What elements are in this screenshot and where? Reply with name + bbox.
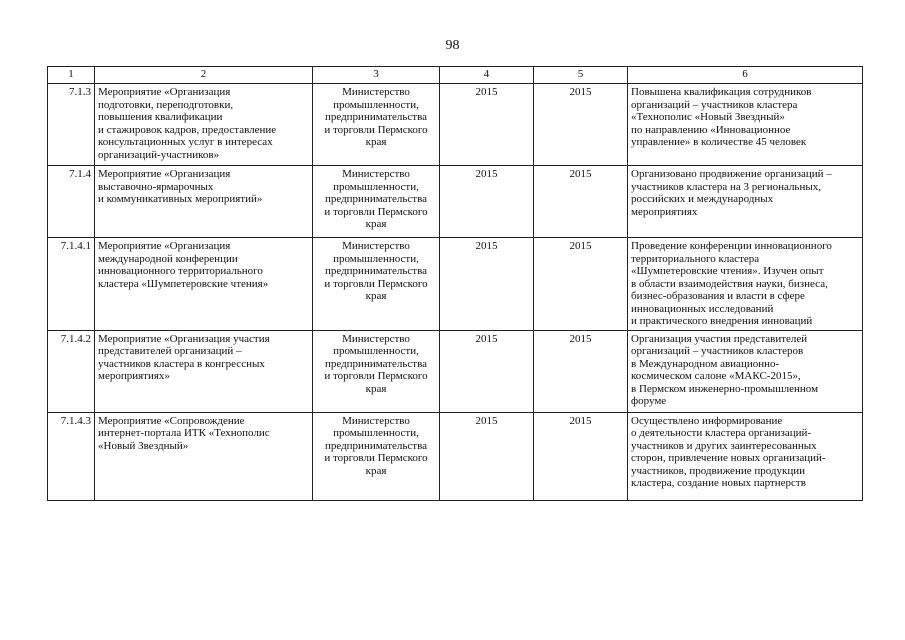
table-row <box>48 84 863 166</box>
row-number: 7.1.4 <box>48 166 95 238</box>
event-line: «Новый Звездный» <box>98 439 189 452</box>
event-line: инновационного территориального <box>98 265 263 277</box>
event-cell <box>95 330 313 412</box>
executor-line: края <box>365 136 387 148</box>
executor-line: Министерство <box>342 86 410 98</box>
result-line: «Технополис «Новый Звездный» <box>631 111 785 123</box>
executor-line: Министерство <box>342 332 410 345</box>
executor-cell <box>313 84 440 166</box>
result-line: участников, продвижение продукции <box>631 464 806 477</box>
end-year-cell: 2015 <box>534 166 628 238</box>
result-line: сторон, привлечение новых организаций- <box>631 452 826 464</box>
executor-cell <box>313 238 440 331</box>
executor-line: промышленности, <box>333 345 419 357</box>
result-line: в Международном авиационно- <box>631 357 780 370</box>
result-cell <box>628 84 863 166</box>
result-line: управление» в количестве 45 человек <box>631 136 807 148</box>
result-line: форуме <box>631 395 667 407</box>
event-line: организаций-участников» <box>98 148 220 161</box>
executor-line: предпринимательства <box>324 265 428 277</box>
row-number: 7.1.4.1 <box>48 238 95 331</box>
executor-line: края <box>365 218 387 230</box>
executor-cell <box>313 166 440 238</box>
result-line: участников кластера на 3 региональных, <box>631 180 821 193</box>
event-line: повышения квалификации <box>98 111 223 123</box>
event-line: и коммуникативных мероприятий» <box>98 193 263 205</box>
event-line: и стажировок кадров, предоставление <box>98 123 277 136</box>
result-line: по направлению «Инновационное <box>631 123 791 136</box>
row-number: 7.1.3 <box>48 84 95 166</box>
start-year-cell: 2015 <box>440 84 534 166</box>
table-row <box>48 330 863 412</box>
column-header-4: 4 <box>440 67 534 84</box>
start-year-cell: 2015 <box>440 166 534 238</box>
event-line: кластера «Шумпетеровские чтения» <box>98 277 269 290</box>
event-line: выставочно-ярмарочных <box>98 180 214 193</box>
event-line: интернет-портала ИТК «Технополис <box>98 427 270 439</box>
event-line: представителей организаций – <box>98 345 242 357</box>
end-year-cell: 2015 <box>534 412 628 500</box>
event-line: мероприятиях» <box>98 370 170 382</box>
executor-cell <box>313 330 440 412</box>
event-line: участников кластера в конгрессных <box>98 357 265 370</box>
result-line: инновационных исследований <box>631 302 774 315</box>
executor-cell <box>313 412 440 500</box>
result-line: Организация участия представителей <box>631 332 808 345</box>
executor-line: Министерство <box>342 240 410 252</box>
row-number: 7.1.4.2 <box>48 330 95 412</box>
executor-line: и торговли Пермского <box>324 205 428 218</box>
executor-line: Министерство <box>342 414 410 427</box>
result-line: в области взаимодействия науки, бизнеса, <box>631 277 828 290</box>
end-year-cell: 2015 <box>534 238 628 331</box>
event-cell <box>95 412 313 500</box>
executor-line: промышленности, <box>333 180 419 193</box>
executor-line: и торговли Пермского <box>324 452 428 464</box>
result-cell <box>628 412 863 500</box>
measures-table <box>47 66 863 501</box>
result-line: российских и международных <box>631 193 774 205</box>
end-year-cell: 2015 <box>534 330 628 412</box>
result-line: Осуществлено информирование <box>631 414 783 427</box>
column-header-6: 6 <box>628 67 863 84</box>
result-cell <box>628 330 863 412</box>
event-line: международной конференции <box>98 252 238 265</box>
event-line: консультационных услуг в интересах <box>98 136 273 148</box>
column-header-1: 1 <box>48 67 95 84</box>
executor-line: предпринимательства <box>324 357 428 370</box>
end-year-cell: 2015 <box>534 84 628 166</box>
result-cell <box>628 238 863 331</box>
column-header-5: 5 <box>534 67 628 84</box>
result-line: территориального кластера <box>631 252 760 265</box>
result-line: Проведение конференции инновационного <box>631 240 832 252</box>
column-header-2: 2 <box>95 67 313 84</box>
result-line: бизнес-образования и власти в сфере <box>631 290 805 302</box>
result-line: Повышена квалификация сотрудников <box>631 86 812 98</box>
event-line: Мероприятие «Организация участия <box>98 332 270 345</box>
event-cell <box>95 238 313 331</box>
result-line: и практического внедрения инноваций <box>631 315 813 327</box>
event-line: Мероприятие «Организация <box>98 168 231 180</box>
executor-line: предпринимательства <box>324 193 428 205</box>
executor-line: и торговли Пермского <box>324 277 428 290</box>
executor-line: и торговли Пермского <box>324 123 428 136</box>
event-line: Мероприятие «Сопровождение <box>98 414 245 427</box>
executor-line: промышленности, <box>333 252 419 265</box>
result-line: организаций – участников кластера <box>631 98 798 111</box>
result-line: Организовано продвижение организаций – <box>631 168 832 180</box>
start-year-cell: 2015 <box>440 330 534 412</box>
executor-line: края <box>365 290 387 302</box>
executor-line: предпринимательства <box>324 439 428 452</box>
executor-line: предпринимательства <box>324 111 428 123</box>
event-cell <box>95 166 313 238</box>
result-cell <box>628 166 863 238</box>
event-cell <box>95 84 313 166</box>
column-header-3: 3 <box>313 67 440 84</box>
table-row <box>48 412 863 500</box>
executor-line: промышленности, <box>333 427 419 439</box>
row-number: 7.1.4.3 <box>48 412 95 500</box>
event-line: подготовки, переподготовки, <box>98 98 234 111</box>
table-body <box>48 84 863 501</box>
table-header-row <box>48 67 863 84</box>
event-line: Мероприятие «Организация <box>98 240 231 252</box>
result-line: в Пермском инженерно-промышленном <box>631 382 819 395</box>
result-line: мероприятиях <box>631 205 698 218</box>
event-line: Мероприятие «Организация <box>98 86 231 98</box>
result-line: организаций – участников кластеров <box>631 345 804 357</box>
result-line: космическом салоне «МАКС-2015», <box>631 370 801 382</box>
start-year-cell: 2015 <box>440 238 534 331</box>
executor-line: Министерство <box>342 168 410 180</box>
table-row <box>48 166 863 238</box>
result-line: кластера, создание новых партнерств <box>631 477 806 489</box>
result-line: о деятельности кластера организаций- <box>631 427 812 439</box>
executor-line: края <box>365 382 387 395</box>
executor-line: и торговли Пермского <box>324 370 428 382</box>
executor-line: промышленности, <box>333 98 419 111</box>
start-year-cell: 2015 <box>440 412 534 500</box>
page-number: 98 <box>445 38 460 53</box>
result-line: участников и других заинтересованных <box>631 439 817 452</box>
result-line: «Шумпетеровские чтения». Изучен опыт <box>631 265 824 277</box>
table-row <box>48 238 863 331</box>
executor-line: края <box>365 464 387 477</box>
